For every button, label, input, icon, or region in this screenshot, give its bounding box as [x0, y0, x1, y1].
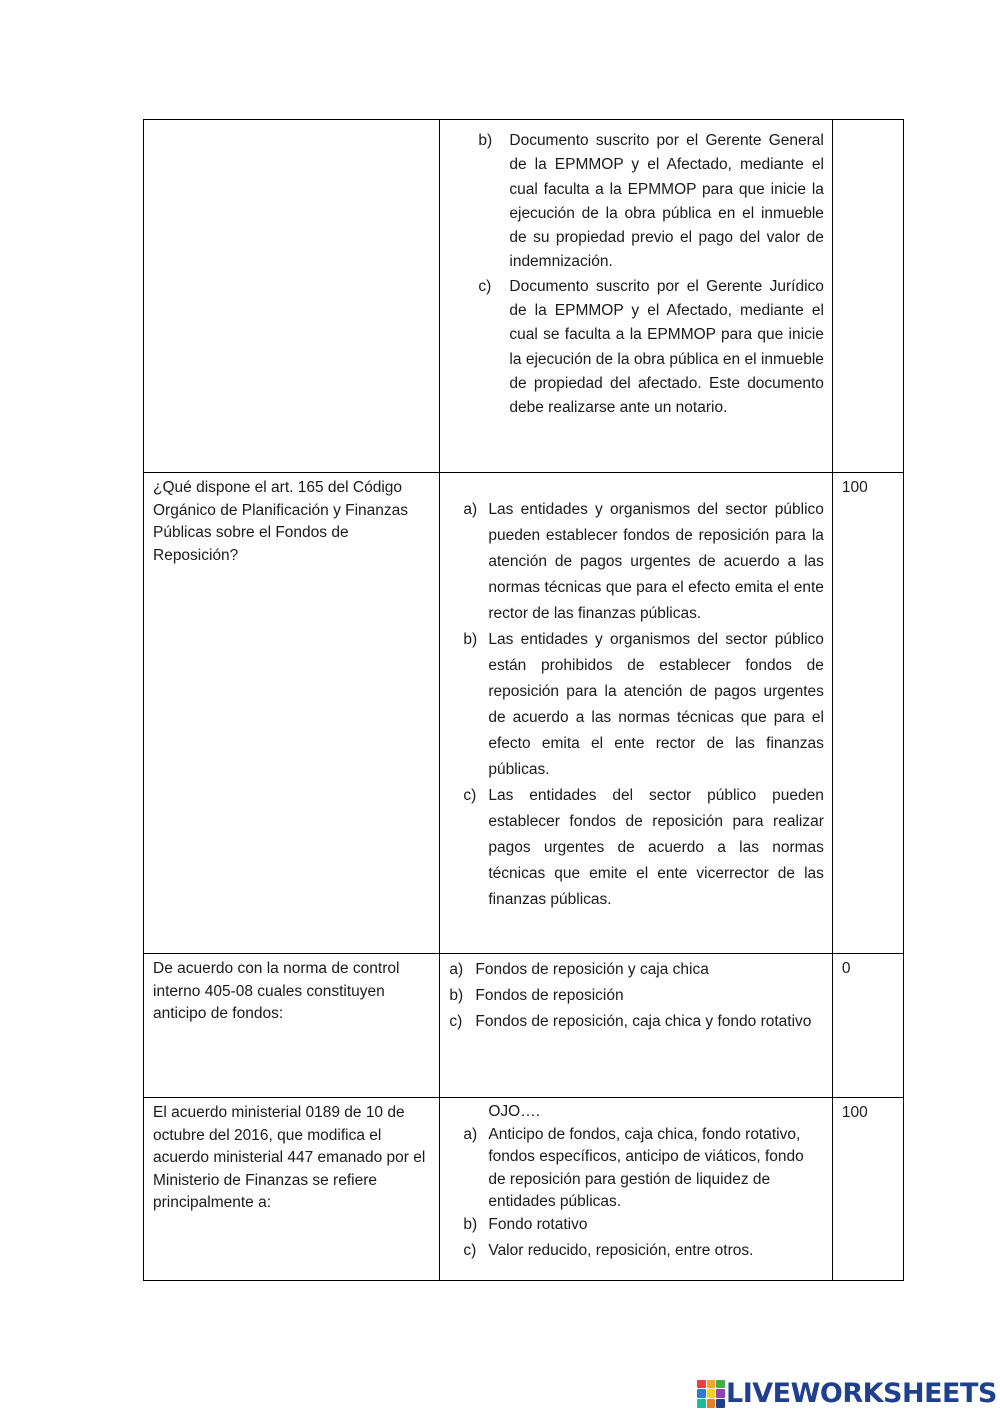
logo-square — [707, 1399, 716, 1408]
option-letter: c) — [449, 1013, 463, 1030]
options-list — [463, 1124, 824, 1263]
option-letter: b) — [478, 132, 493, 149]
option-c[interactable] — [449, 1009, 824, 1035]
option-text: Anticipo de fondos, caja chica, fondo rotativo, fondos específicos, anticipo de viáticos, fondo de reposición para gestión de liquidez de entidades públicas. — [488, 1125, 804, 1211]
question-text: ¿Qué dispone el art. 165 del Código Orgánico de Planificación y Finanzas Públicas sobre el Fondos de Reposición? — [153, 479, 409, 564]
logo-square — [697, 1399, 706, 1408]
question-cell — [144, 954, 440, 1098]
brand-name: LIVEWORKSHEETS — [726, 1378, 997, 1409]
option-letter: b) — [463, 1215, 478, 1233]
option-a[interactable] — [463, 1124, 824, 1214]
option-a[interactable] — [449, 957, 824, 983]
option-text: Las entidades del sector público pueden establecer fondos de reposición para realizar pagos urgentes de acuerdo a las normas técnicas que emite el ente vicerrector de las finanzas públicas. — [488, 787, 824, 908]
answer-cell — [440, 954, 833, 1098]
score-value: 100 — [841, 1104, 868, 1121]
question-text: De acuerdo con la norma de control interno 405-08 cuales constituyen anticipo de fondos: — [153, 960, 400, 1022]
option-text: Fondos de reposición y caja chica — [475, 961, 709, 978]
option-c[interactable] — [478, 275, 824, 421]
score-cell — [832, 120, 903, 473]
answer-cell — [440, 120, 833, 473]
option-letter: c) — [463, 1241, 477, 1259]
options-list — [440, 954, 832, 1035]
score-value: 100 — [841, 479, 868, 496]
option-text: Fondos de reposición — [475, 987, 624, 1004]
option-text: Las entidades y organismos del sector público están prohibidos de establecer fondos de reposición para la atención de pagos urgentes de acuerdo a las normas técnicas que para el efecto emita el ente rector de las finanzas públicas. — [488, 631, 824, 778]
score-cell — [832, 954, 903, 1098]
option-b[interactable] — [463, 627, 824, 783]
option-text: Valor reducido, reposición, entre otros. — [488, 1241, 754, 1259]
option-letter: c) — [463, 787, 477, 804]
worksheet-table — [143, 119, 904, 1281]
logo-square — [707, 1389, 716, 1398]
option-text: Documento suscrito por el Gerente General de la EPMMOP y el Afectado, mediante el cual faculta a la EPMMOP para que inicie la ejecución de la obra pública en el inmueble de su propiedad previo el pago del valor de indemnización. — [509, 132, 824, 271]
option-letter: a) — [463, 1125, 478, 1143]
option-a[interactable] — [463, 497, 824, 627]
option-text: Documento suscrito por el Gerente Jurídico de la EPMMOP y el Afectado, mediante el cual se faculta a la EPMMOP para que inicie la ejecución de la obra pública en el inmueble de propiedad del afectado. Este documento debe realizarse ante un notario. — [509, 277, 824, 417]
option-c[interactable] — [463, 783, 824, 913]
option-text: Fondos de reposición, caja chica y fondo rotativo — [475, 1013, 812, 1030]
option-letter: a) — [449, 961, 464, 978]
table-row — [144, 954, 904, 1098]
table-row — [144, 473, 904, 954]
option-letter: b) — [463, 631, 478, 648]
option-letter: c) — [478, 277, 492, 295]
score-value — [833, 120, 903, 124]
liveworksheets-logo-icon — [697, 1380, 725, 1408]
option-text: Las entidades y organismos del sector público pueden establecer fondos de reposición para la atención de pagos urgentes de acuerdo a las normas técnicas que para el efecto emita el ente rector de las finanzas públicas. — [488, 501, 824, 622]
answer-note: OJO…. — [488, 1103, 541, 1120]
logo-square — [716, 1399, 725, 1408]
options-list — [440, 473, 832, 913]
logo-square — [697, 1380, 706, 1389]
table-row — [144, 1098, 904, 1281]
logo-square — [716, 1389, 725, 1398]
liveworksheets-brand[interactable] — [697, 1378, 997, 1409]
option-letter: a) — [463, 501, 478, 518]
table-row — [144, 120, 904, 473]
answer-cell — [440, 473, 833, 954]
option-c[interactable] — [463, 1240, 824, 1263]
logo-square — [707, 1380, 716, 1389]
option-letter: b) — [449, 987, 464, 1004]
question-cell — [144, 120, 440, 473]
logo-square — [716, 1380, 725, 1389]
question-cell — [144, 1098, 440, 1281]
option-b[interactable] — [478, 129, 824, 275]
options-list — [440, 120, 832, 421]
score-value: 0 — [841, 960, 851, 977]
option-text: Fondo rotativo — [488, 1215, 588, 1233]
question-cell — [144, 473, 440, 954]
question-text — [144, 120, 439, 124]
answer-cell — [440, 1098, 833, 1281]
score-cell — [832, 473, 903, 954]
logo-square — [697, 1389, 706, 1398]
score-cell — [832, 1098, 903, 1281]
option-b[interactable] — [463, 1214, 824, 1237]
question-text: El acuerdo ministerial 0189 de 10 de octubre del 2016, que modifica el acuerdo ministerial 447 emanado por el Ministerio de Finanzas se refiere principalmente a: — [153, 1104, 426, 1211]
option-b[interactable] — [449, 983, 824, 1009]
